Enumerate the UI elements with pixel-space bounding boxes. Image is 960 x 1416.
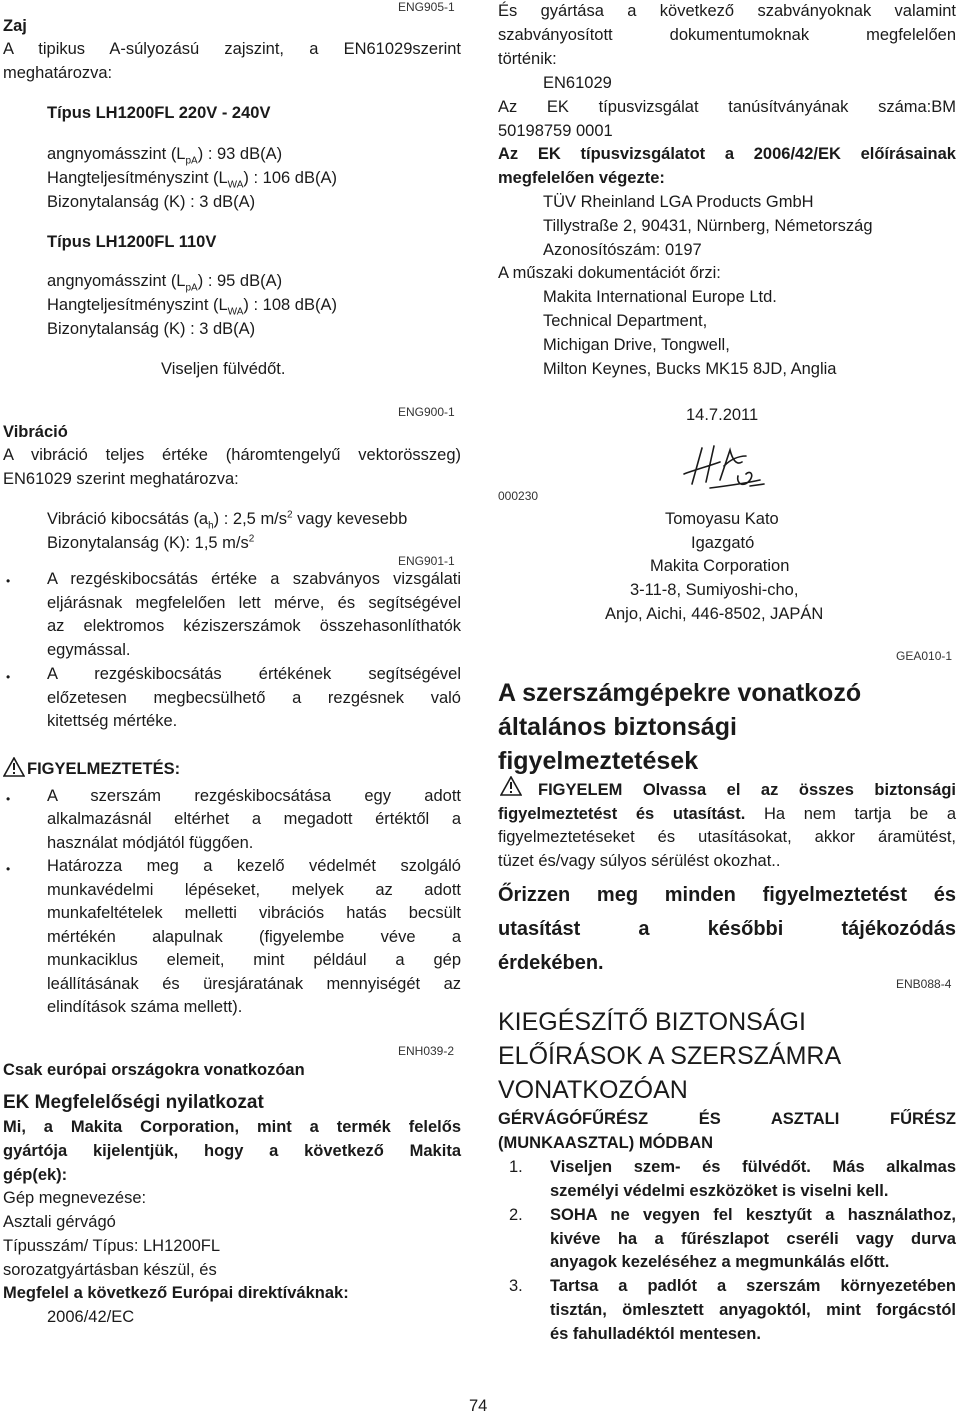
section-code: ENG905-1 <box>398 0 455 14</box>
signer-title: Igazgató <box>691 534 755 552</box>
section-code: ENH039-2 <box>398 1044 455 1058</box>
warning-triangle-icon <box>3 757 25 777</box>
notified-body-line: Tillystraße 2, 90431, Nürnberg, Németország <box>543 217 873 235</box>
spec-line: Bizonytalanság (K) : 3 dB(A) <box>47 320 256 338</box>
paragraph-line: tüzet és/vagy súlyos sérülést okozhat.. <box>498 852 781 870</box>
bullet-line: leállításának és üresjáratának mennyiségét az <box>47 975 461 993</box>
spec-line: Hangteljesítményszint $(L_{WA})$ : 106 dB(A) <box>47 169 337 191</box>
paragraph-line: figyelmeztetéseket és utasításokat, akkor áramütést, <box>498 828 956 846</box>
list-item-line: tisztán, ömlesztett anyagoktól, mint forgácstól <box>550 1301 956 1319</box>
address-line: Makita International Europe Ltd. <box>543 288 777 306</box>
type-heading: Típus LH1200FL 220V - 240V <box>47 104 271 122</box>
signer-address: Anjo, Aichi, 446-8502, JAPÁN <box>605 605 824 623</box>
list-item-line: és fahulladéktól mentesen. <box>550 1325 761 1343</box>
paragraph-line: gép(ek): <box>3 1166 68 1184</box>
bullet-line: munkavédelmi lépéseket, melyek az adott <box>47 881 461 899</box>
paragraph-line: EN61029 szerint meghatározva: <box>3 470 239 488</box>
section-code: ENG900-1 <box>398 405 455 419</box>
bullet-line: az elektromos kéziszerszámok összehasonlíthatók <box>47 617 461 635</box>
spec-line: angnyomásszint $(L_{pA})$ : 93 dB(A) <box>47 145 283 167</box>
paragraph-line: Az EK típusvizsgálatot a 2006/42/EK előírásainak <box>498 145 956 163</box>
spec-line: Vibráció kibocsátás $(a_h)$ : 2,5 $m/s^2$ vagy kevesebb <box>47 509 408 532</box>
list-item-line: SOHA ne vegyen fel kesztyűt a használathoz, <box>550 1206 956 1224</box>
standard: EN61029 <box>543 74 612 92</box>
warning-triangle-icon <box>500 776 522 796</box>
section-title: ELŐÍRÁSOK A SZERSZÁMRA <box>498 1042 842 1070</box>
warning-heading: FIGYELMEZTETÉS: <box>3 757 180 779</box>
section-title: Vibráció <box>3 423 68 441</box>
section-title: Zaj <box>3 17 27 35</box>
machine-name: Asztali gérvágó <box>3 1213 116 1231</box>
list-number: 3. <box>509 1277 523 1295</box>
bullet-line: egymással. <box>47 641 131 659</box>
spec-line: angnyomásszint $(L_{pA})$ : 95 dB(A) <box>47 272 283 294</box>
bullet-icon: • <box>6 792 11 806</box>
bullet-line: kitettség mértéke. <box>47 712 178 730</box>
region-note: Csak európai országokra vonatkozóan <box>3 1061 305 1079</box>
section-title: VONATKOZÓAN <box>498 1076 688 1104</box>
bullet-icon: • <box>6 670 11 684</box>
address-line: Technical Department, <box>543 312 708 330</box>
section-title: figyelmeztetések <box>498 747 699 775</box>
directive-label: Megfelel a következő Európai direktíváknak: <box>3 1284 349 1302</box>
bullet-icon: • <box>6 574 11 588</box>
list-item-line: Tartsa a padlót a szerszám környezetében <box>550 1277 956 1295</box>
notified-body-line: Azonosítószám: 0197 <box>543 241 702 259</box>
signature-icon <box>680 440 768 498</box>
signer-address: 3-11-8, Sumiyoshi-cho, <box>630 581 799 599</box>
paragraph-line: Az EK típusvizsgálat tanúsítványának száma:BM <box>498 98 956 116</box>
directive-value: 2006/42/EC <box>47 1308 135 1326</box>
mode-heading: (MUNKAASZTAL) MÓDBAN <box>498 1134 714 1152</box>
signer-name: Tomoyasu Kato <box>665 510 779 528</box>
page-number: 74 <box>469 1397 488 1415</box>
bullet-line: elindítások száma mellett). <box>47 998 243 1016</box>
date: 14.7.2011 <box>686 406 759 424</box>
bullet-line: A rezgéskibocsátás értékének segítségével <box>47 665 461 683</box>
ear-protection-note: Viseljen fülvédőt. <box>161 360 286 378</box>
notified-body-line: TÜV Rheinland LGA Products GmbH <box>543 193 814 211</box>
paragraph-line: megfelelően végezte: <box>498 169 665 187</box>
list-number: 1. <box>509 1158 523 1176</box>
paragraph-line: A tipikus A-súlyozású zajszint, a EN61029szerint <box>3 40 461 58</box>
bullet-line: munkafeltételek melletti vibrációs hatás becsült <box>47 904 461 922</box>
certificate-number: 50198759 0001 <box>498 122 613 140</box>
paragraph-line: Mi, a Makita Corporation, mint a termék felelős <box>3 1118 461 1136</box>
keep-instructions-line: érdekében. <box>498 952 604 974</box>
paragraph-line: FIGYELEM Olvassa el az összes biztonsági <box>538 781 956 799</box>
paragraph-line: A műszaki dokumentációt őrzi: <box>498 264 721 282</box>
section-code: ENB088-4 <box>896 977 952 991</box>
bullet-icon: • <box>6 862 11 876</box>
keep-instructions-line: utasítást a későbbi tájékozódás <box>498 918 956 940</box>
paragraph-line: És gyártása a következő szabványoknak valamint <box>498 2 956 20</box>
paragraph-line: meghatározva: <box>3 64 113 82</box>
address-line: Michigan Drive, Tongwell, <box>543 336 730 354</box>
signer-company: Makita Corporation <box>650 557 790 575</box>
reference-code: 000230 <box>498 489 539 503</box>
machine-label: Gép megnevezése: <box>3 1189 147 1207</box>
paragraph-line: gyártója kijelentjük, hogy a következő Makita <box>3 1142 461 1160</box>
paragraph-line: sorozatgyártásban készül, és <box>3 1261 217 1279</box>
list-item-line: anyagok kezeléséhez a megmunkálás előtt. <box>550 1253 890 1271</box>
section-title: A szerszámgépekre vonatkozó <box>498 679 862 707</box>
paragraph-line: A vibráció teljes értéke (háromtengelyű vektorösszeg) <box>3 446 461 464</box>
section-title: általános biztonsági <box>498 713 737 741</box>
list-item-line: kivéve ha a fűrészlapot cseréli vagy durva <box>550 1230 956 1248</box>
bullet-line: Határozza meg a kezelő védelmét szolgáló <box>47 857 461 875</box>
bullet-line: használat módjától függően. <box>47 834 254 852</box>
bullet-line: alkalmazásnál eltérhet a megadott értéktől a <box>47 810 461 828</box>
keep-instructions-line: Őrizzen meg minden figyelmeztetést és <box>498 884 956 906</box>
list-item-line: személyi védelmi eszközöket is viselni kell. <box>550 1182 889 1200</box>
bullet-line: munkaciklus elemeit, mint például a gép <box>47 951 461 969</box>
bullet-line: előzetesen megbecsülhető a rezgésnek való <box>47 689 461 707</box>
spec-line: Hangteljesítményszint $(L_{WA})$ : 108 dB(A) <box>47 296 337 318</box>
model-line: Típusszám/ Típus: LH1200FL <box>3 1237 221 1255</box>
bullet-line: A rezgéskibocsátás értéke a szabványos vizsgálati <box>47 570 461 588</box>
paragraph-line: történik: <box>498 50 557 68</box>
list-number: 2. <box>509 1206 523 1224</box>
bullet-line: A szerszám rezgéskibocsátása egy adott <box>47 787 461 805</box>
mode-heading: GÉRVÁGÓFŰRÉSZ ÉS ASZTALI FŰRÉSZ <box>498 1110 956 1128</box>
address-line: Milton Keynes, Bucks MK15 8JD, Anglia <box>543 360 837 378</box>
bullet-line: eljárásnak megfelelően lett mérve, és segítségével <box>47 594 461 612</box>
paragraph-line: figyelmeztetést és utasítást. Ha nem tartja be a <box>498 805 956 823</box>
section-title: KIEGÉSZÍTŐ BIZTONSÁGI <box>498 1008 806 1036</box>
list-item-line: Viseljen szem- és fülvédőt. Más alkalmas <box>550 1158 956 1176</box>
type-heading: Típus LH1200FL 110V <box>47 233 217 251</box>
spec-line: Bizonytalanság (K): 1,5 $m/s^2$ <box>47 533 255 552</box>
section-code: GEA010-1 <box>896 649 953 663</box>
spec-line: Bizonytalanság (K) : 3 dB(A) <box>47 193 256 211</box>
section-title: EK Megfelelőségi nyilatkozat <box>3 1092 264 1113</box>
bullet-line: mértékén alapulnak (figyelembe véve a <box>47 928 461 946</box>
section-code: ENG901-1 <box>398 554 455 568</box>
paragraph-line: szabványosított dokumentumoknak megfelelően <box>498 26 956 44</box>
